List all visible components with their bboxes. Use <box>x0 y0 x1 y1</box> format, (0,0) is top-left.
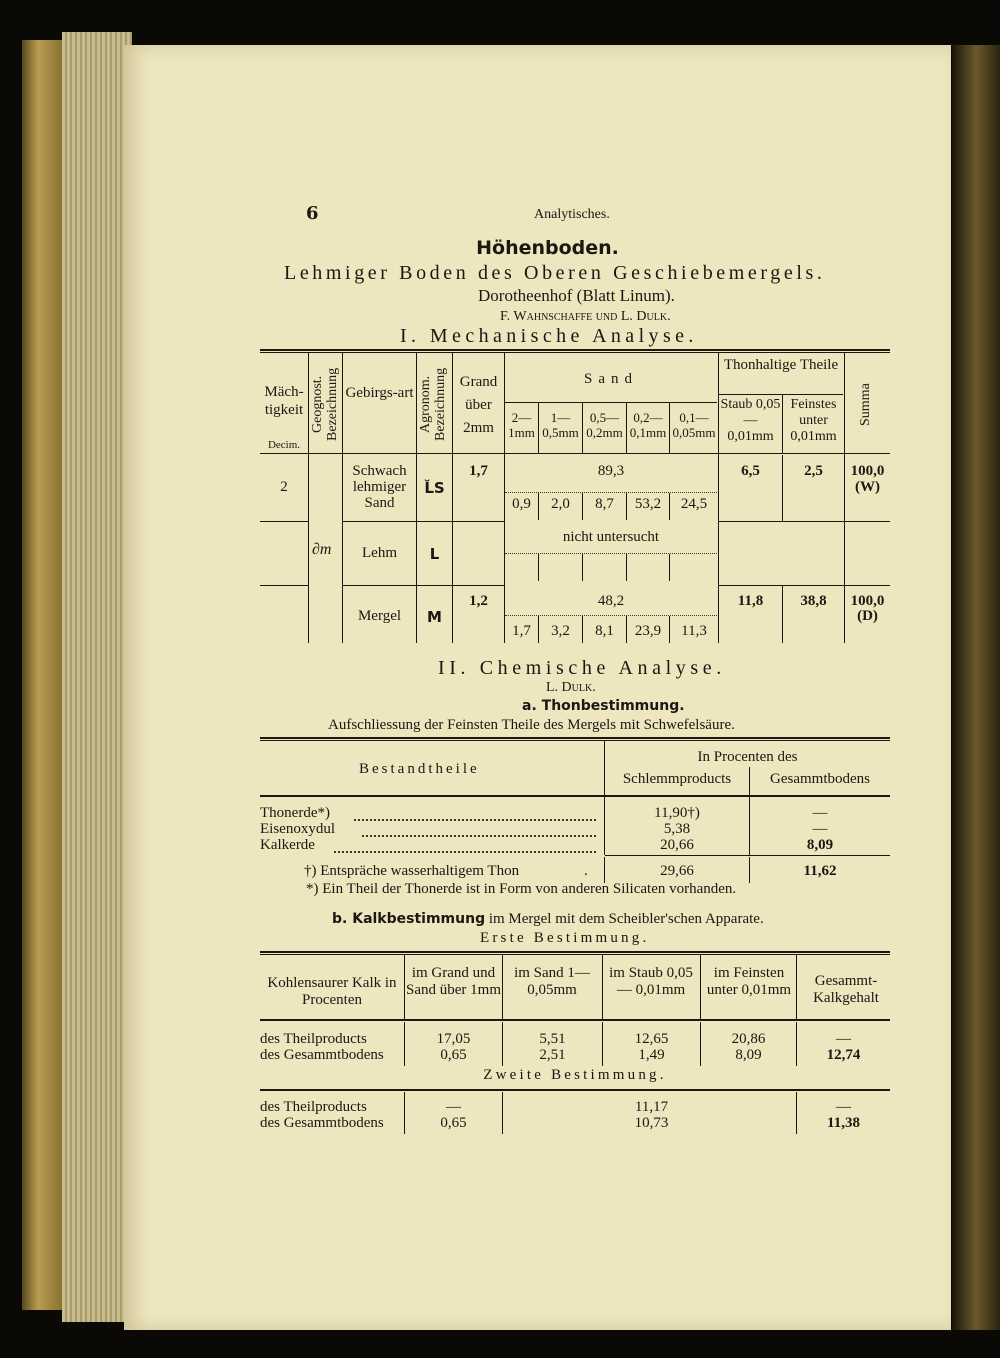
kalk-header-gesamt: Gesammt-Kalkgehalt <box>813 973 879 1006</box>
header-sand-1-05: 1— 0,5mm <box>542 410 579 440</box>
kalk-header-feinsten: im Feinsten unter 0,01mm <box>706 965 792 998</box>
book-edge-left <box>22 40 62 1310</box>
header-staub: Staub 0,05— 0,01mm <box>720 397 781 444</box>
zweite-bestimmung: Zweite Bestimmung. <box>483 1067 667 1083</box>
header-sand-2-1: 2— 1mm <box>508 410 535 440</box>
thon-header-bestandtheile: Bestandtheile <box>359 761 480 777</box>
header-agronom: Agronom. Bezeichnung <box>418 367 448 441</box>
section-mechanische: I. Mechanische Analyse. <box>400 325 698 347</box>
thon-header-gesamt: Gesammtbodens <box>770 771 870 787</box>
header-sand-01-005: 0,1— 0,05mm <box>672 410 716 440</box>
section-chemische: II. Chemische Analyse. <box>438 657 726 679</box>
header-gebirgsart: Gebirgs-art <box>345 385 414 401</box>
sub-thonbestimmung-desc: Aufschliessung der Feinsten Theile des Mergels mit Schwefelsäure. <box>328 717 735 733</box>
sub-kalkbestimmung: b. Kalkbestimmung im Mergel mit dem Scheibler'schen Apparate. <box>332 911 764 927</box>
header-maechtigkeit: Mäch-tigkeit <box>264 384 304 418</box>
subtitle: Lehmiger Boden des Oberen Geschiebemergels. <box>284 262 826 284</box>
kalk-header-sand: im Sand 1— 0,05mm <box>514 965 590 998</box>
kalk-header-label: Kohlensaurer Kalk in Procenten <box>267 975 397 1008</box>
thon-header-procent: In Procenten des <box>697 749 798 765</box>
book-edge-stack <box>62 32 132 1322</box>
location: Dorotheenhof (Blatt Linum). <box>478 286 675 305</box>
book-edge-right <box>952 45 1000 1330</box>
thon-header-schlemm: Schlemmproducts <box>622 771 732 787</box>
header-summa: Summa <box>858 383 873 427</box>
page-title: Höhenboden. <box>476 237 619 259</box>
kalk-header-staub: im Staub 0,05— 0,01mm <box>609 965 693 998</box>
header-geognost: Geognost. Bezeichnung <box>310 367 340 441</box>
header-grand: Grand über 2mm <box>459 374 498 436</box>
header-sand-05-02: 0,5— 0,2mm <box>586 410 623 440</box>
kalk-header-grand: im Grand und Sand über 1mm <box>406 965 501 998</box>
running-head: Analytisches. <box>534 207 610 222</box>
authors: F. Wahnschaffe und L. Dulk. <box>500 309 671 324</box>
header-sand: Sand <box>584 371 638 387</box>
header-decim: Decim. <box>267 439 301 451</box>
thon-footnote: *) Ein Theil der Thonerde ist in Form von anderen Silicaten vorhanden. <box>306 881 737 897</box>
section-chemische-author: L. Dulk. <box>546 680 596 695</box>
header-feinstes: Feinstes unter 0,01mm <box>790 397 837 444</box>
header-thonhaltige: Thonhaltige Theile <box>723 357 839 373</box>
book-page: 6 Analytisches. Höhenboden. Lehmiger Boden des Oberen Geschiebemergels. Dorotheenhof (Blatt Linum). F. Wahnschaffe und L. Dulk. I. Mechanische Analyse. Mäch-tigkeit Decim. Geognost. Bezeichnung Gebirgs-art Agronom. Bezeichnung Grand über 2mm Sand 2— 1mm 1— 0,5mm 0,5— 0,2mm 0,2— 0,1mm 0,1— 0,05mm Thonhaltige Theile Staub 0,05— 0,01mm Feinstes unter 0,01mm Summa ∂m 2 Schwach lehmiger Sand L̆S 1,7 89,3 0,9 2,0 8,7 53,2 24,5 6,5 2,5 100,0 (W) Lehm L nicht untersucht Mergel M 1,2 48,2 1,7 3,2 8,1 23,9 11,3 11,8 38,8 100,0 (D) II. Chemische Analyse. L. Dulk. a. Thonbestimmung. Aufschliessung der Feinsten Theile des Mergels mit Schwefelsäure. Bestandtheile In Procenten des Schlemmproducts Gesammtbodens Thonerde*) 11,90†) — Eisenoxydul 5,38 — Kalkerde 20,66 8,09 †) Entspräche wasserhaltigem Thon . 29,66 11,62 *) Ein Theil der Thonerde ist in Form von anderen Silicaten vorhanden. b. Kalkbestimmung im Mergel mit dem Scheibler'schen Apparate. Erste Bestimmung. Kohlensaurer Kalk in Procenten im Grand und Sand über 1mm im Sand 1— 0,05mm im Staub 0,05— 0,01mm im Feinsten unter 0,01mm Gesammt-Kalkgehalt des Theilproducts 17,05 5,51 12,65 20,86 — des Gesammtbodens 0,65 2,51 1,49 8,09 12,74 Zweite Bestimmung. des Theilproducts — 11,17 — des Gesammtbodens 0,65 10,73 11,38 <box>124 45 951 1330</box>
geognost-value: ∂m <box>312 541 332 558</box>
erste-bestimmung: Erste Bestimmung. <box>480 930 650 946</box>
header-sand-02-01: 0,2— 0,1mm <box>629 410 667 440</box>
page-number: 6 <box>306 203 319 224</box>
sub-thonbestimmung: a. Thonbestimmung. <box>522 698 685 714</box>
